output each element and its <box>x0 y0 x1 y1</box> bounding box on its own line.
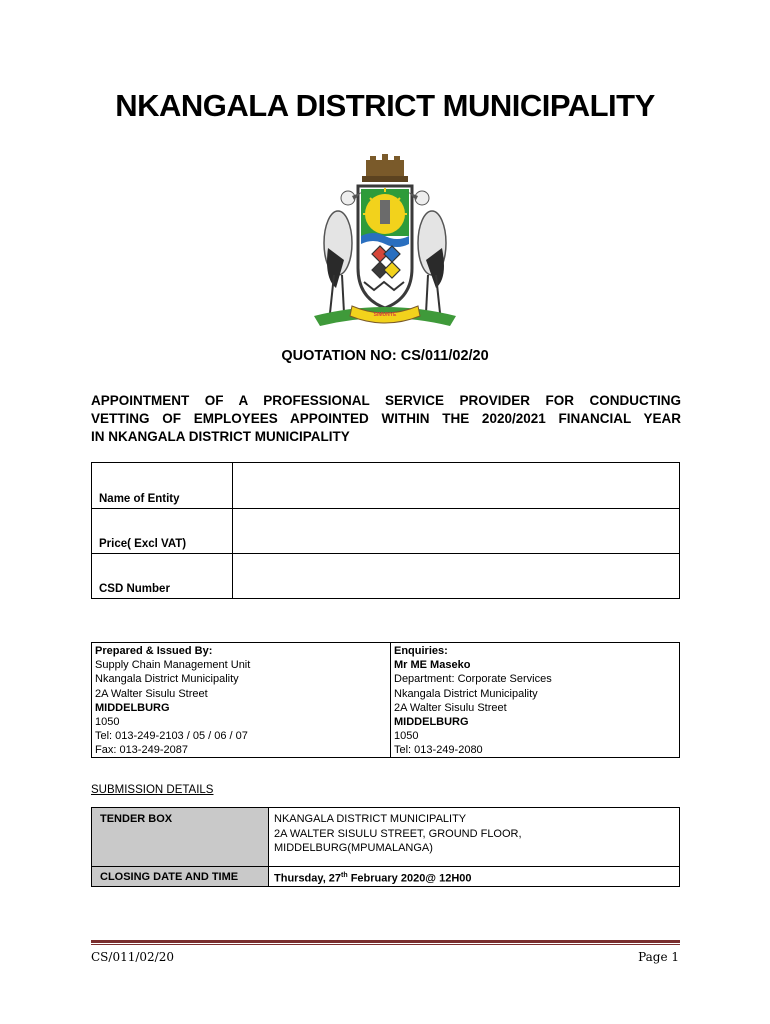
enquiries-line: Department: Corporate Services <box>394 673 552 686</box>
enquiries-tel: Tel: 013-249-2080 <box>394 744 483 757</box>
price-label: Price( Excl VAT) <box>99 538 187 550</box>
name-of-entity-row <box>92 463 679 509</box>
entity-details-table <box>91 462 680 599</box>
heading-line-3: IN NKANGALA DISTRICT MUNICIPALITY <box>91 429 350 444</box>
price-row <box>92 508 679 554</box>
prepared-by-city: MIDDELBURG <box>95 701 170 714</box>
enquiries-column <box>394 644 552 758</box>
tender-box-label: TENDER BOX <box>100 813 173 825</box>
enquiries-line: 2A Walter Sisulu Street <box>394 701 507 714</box>
crown <box>362 154 408 182</box>
closing-date-label: CLOSING DATE AND TIME <box>100 871 239 883</box>
tender-box-line: 2A WALTER SISULU STREET, GROUND FLOOR, <box>274 827 522 840</box>
crest-motto: SIMUNYE <box>373 312 397 318</box>
enquiries-line: Nkangala District Municipality <box>394 687 538 700</box>
left-bird <box>324 191 362 313</box>
prepared-by-line: Supply Chain Management Unit <box>95 659 251 672</box>
csd-number-label: CSD Number <box>99 583 170 595</box>
enquiries-contact: Mr ME Maseko <box>394 659 471 672</box>
tender-box-line: NKANGALA DISTRICT MUNICIPALITY <box>274 813 467 825</box>
prepared-by-fax: Fax: 013-249-2087 <box>95 744 188 757</box>
closing-date-prefix: Thursday, 27 <box>274 872 342 885</box>
name-of-entity-label: Name of Entity <box>99 493 180 505</box>
submission-details-table <box>91 807 680 887</box>
quotation-number: QUOTATION NO: CS/011/02/20 <box>281 348 489 364</box>
closing-date-ordinal: th <box>341 872 348 879</box>
heading-line-2: VETTING OF EMPLOYEES APPOINTED WITHIN THE 2020/2021 FINANCIAL YEAR <box>91 411 681 426</box>
enquiries-postcode: 1050 <box>394 730 419 743</box>
contact-details-table <box>91 642 680 758</box>
prepared-by-line: 2A Walter Sisulu Street <box>95 687 208 700</box>
submission-details-title: SUBMISSION DETAILS <box>91 784 214 796</box>
enquiries-heading: Enquiries: <box>394 645 448 657</box>
prepared-by-column <box>95 644 250 758</box>
prepared-by-postcode: 1050 <box>95 716 120 729</box>
document-title: NKANGALA DISTRICT MUNICIPALITY <box>115 88 655 123</box>
right-bird <box>408 191 446 313</box>
coat-of-arms-icon <box>300 148 470 343</box>
prepared-by-tel: Tel: 013-249-2103 / 05 / 06 / 07 <box>95 730 248 743</box>
prepared-by-line: Nkangala District Municipality <box>95 673 239 686</box>
footer-rule-thin <box>91 944 680 945</box>
document-heading <box>91 392 681 446</box>
footer-rule <box>91 940 680 943</box>
prepared-by-heading: Prepared & Issued By: <box>95 645 213 657</box>
tender-box-address <box>274 812 522 856</box>
tender-box-line: MIDDELBURG(MPUMALANGA) <box>274 842 433 854</box>
closing-date-value <box>274 869 472 886</box>
page-number: Page 1 <box>638 950 679 964</box>
enquiries-city: MIDDELBURG <box>394 716 469 729</box>
closing-date-suffix: February 2020@ 12H00 <box>347 872 472 885</box>
heading-line-1: APPOINTMENT OF A PROFESSIONAL SERVICE PROVIDER FOR CONDUCTING <box>91 393 681 408</box>
csd-number-row <box>92 553 679 598</box>
footer-reference: CS/011/02/20 <box>91 950 174 964</box>
